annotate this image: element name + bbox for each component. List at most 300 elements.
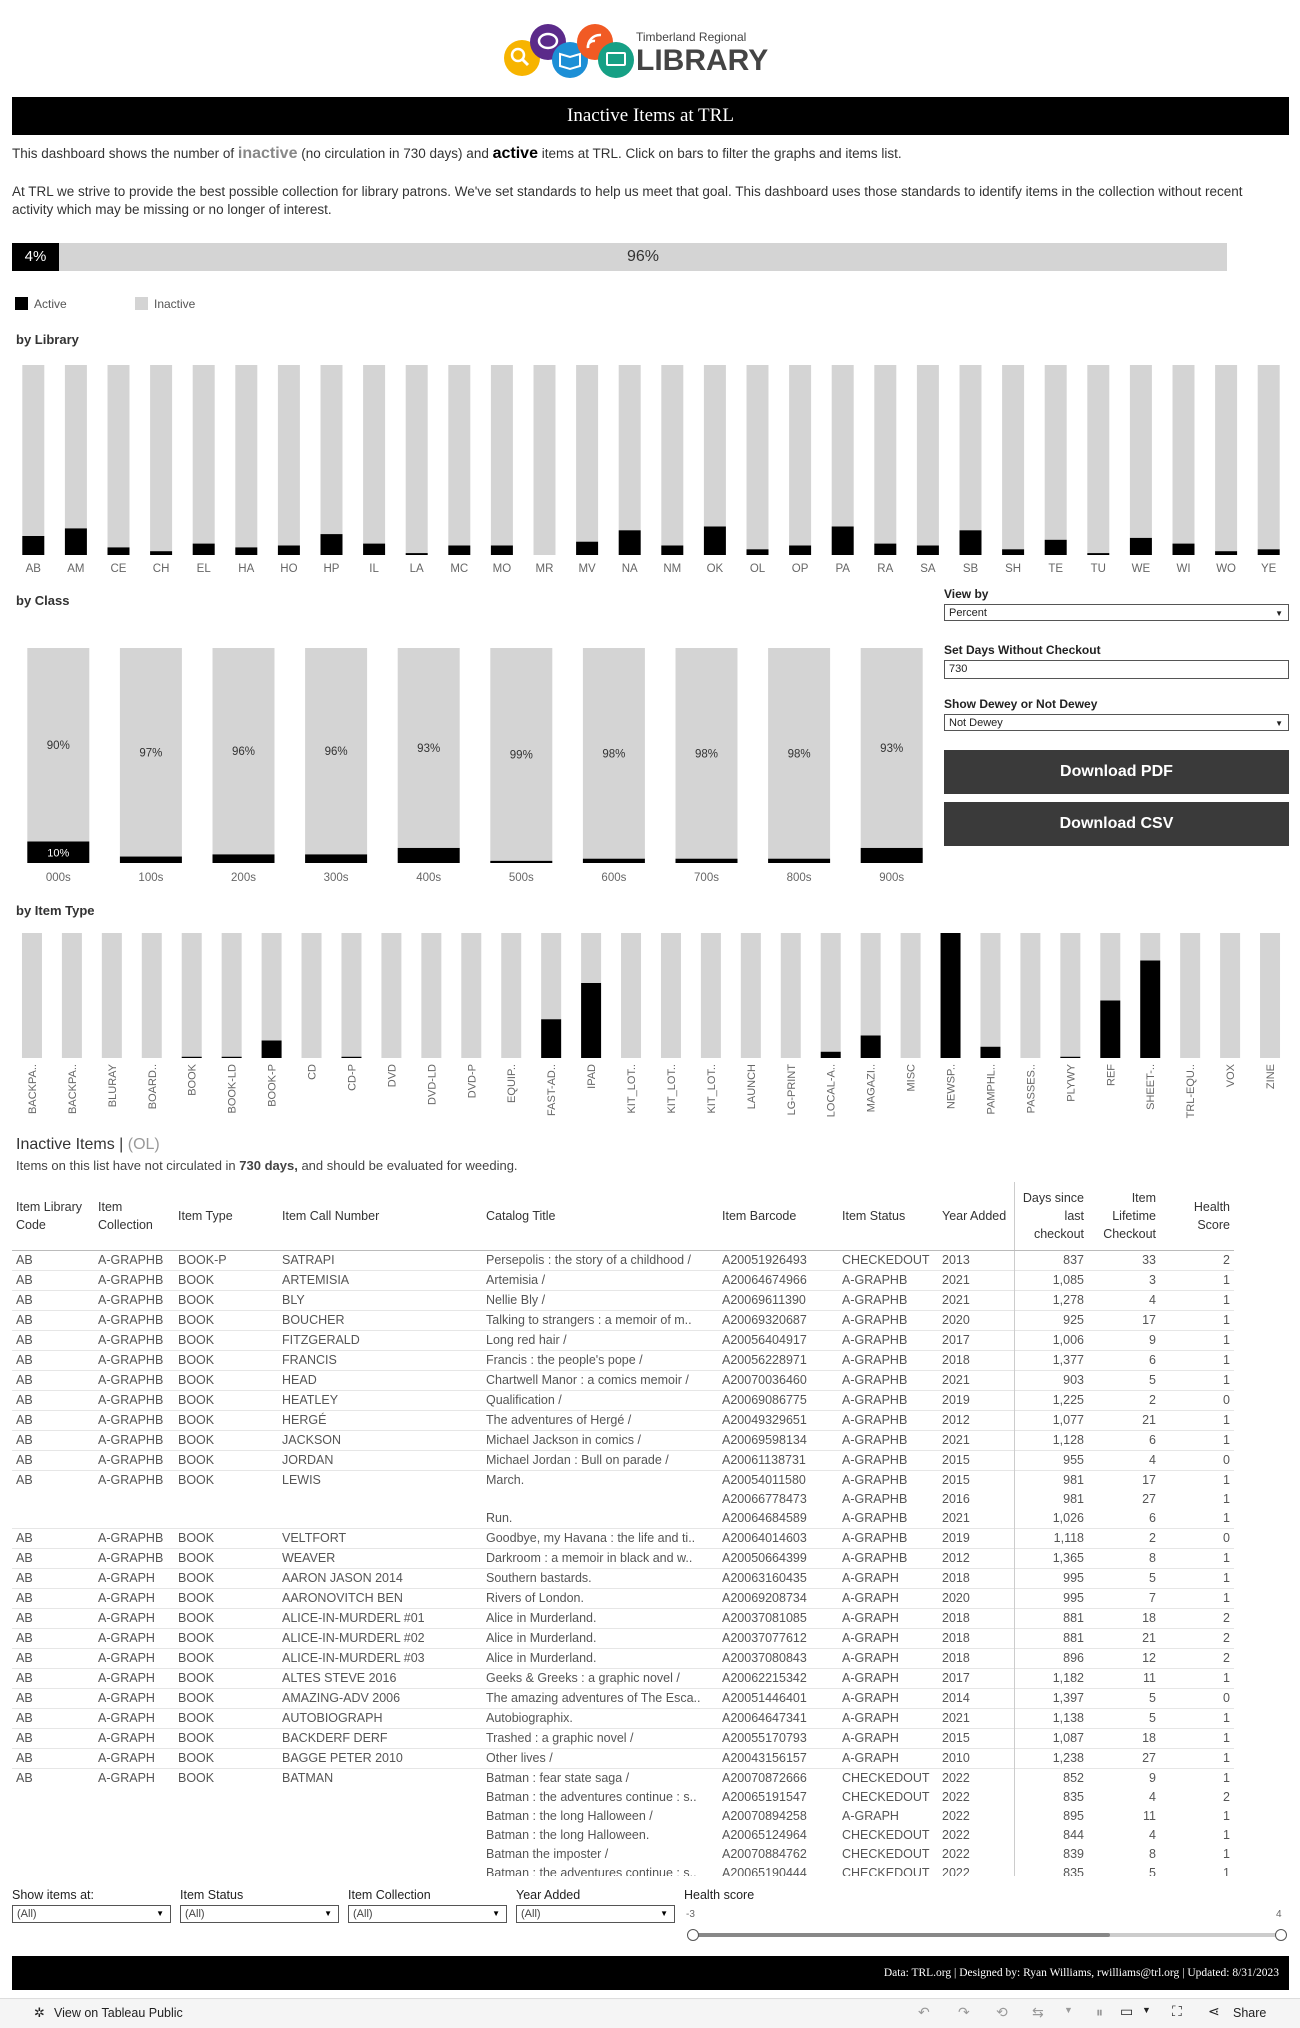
legend-inactive-label: Inactive: [154, 297, 196, 311]
view-on-tableau-link[interactable]: View on Tableau Public: [54, 2006, 183, 2020]
bar-active-PAMPHL..[interactable]: [980, 1047, 1000, 1058]
bar-inactive-SHEET-..[interactable]: [1140, 933, 1160, 961]
column-header[interactable]: Health Score: [1160, 1182, 1234, 1251]
table-cell: A20061138731: [718, 1451, 838, 1471]
bar-inactive-PA[interactable]: [832, 365, 854, 527]
bar-inactive-EL[interactable]: [193, 365, 215, 544]
table-row[interactable]: [12, 1451, 1234, 1471]
chevron-down-icon: ▼: [492, 1909, 500, 1918]
table-row[interactable]: [12, 1729, 1234, 1749]
table-row[interactable]: [12, 1391, 1234, 1411]
bar-active-NA[interactable]: [619, 530, 641, 555]
tick-label-MISC: MISC: [905, 1064, 918, 1092]
bar-active-WE[interactable]: [1130, 538, 1152, 555]
bar-inactive-KIT_LOT..[interactable]: [621, 933, 641, 1058]
bar-inactive-DVD-LD[interactable]: [421, 933, 441, 1058]
tick-label-AB: AB: [25, 563, 41, 575]
bar-inactive-VOX[interactable]: [1220, 933, 1240, 1058]
table-row[interactable]: [12, 1490, 1234, 1509]
table-cell: 17: [1088, 1471, 1160, 1491]
table-cell: A20070872666: [718, 1769, 838, 1789]
bar-active-HA[interactable]: [235, 547, 257, 555]
table-cell: [174, 1490, 278, 1509]
table-row[interactable]: [12, 1864, 1234, 1876]
bar-inactive-WO[interactable]: [1215, 365, 1237, 551]
bar-inactive-SH[interactable]: [1002, 365, 1024, 549]
table-cell: 5: [1088, 1371, 1160, 1391]
revert-icon[interactable]: ⟲: [996, 2004, 1008, 2020]
table-cell: Francis : the people's pope /: [482, 1351, 718, 1371]
table-cell: 17: [1088, 1311, 1160, 1331]
bar-active-AM[interactable]: [65, 528, 87, 555]
tick-label-EQUIP..: EQUIP..: [506, 1064, 519, 1103]
redo-icon[interactable]: ↷: [958, 2004, 970, 2020]
view-by-select[interactable]: Percent ▼: [944, 604, 1289, 621]
table-row[interactable]: [12, 1291, 1234, 1311]
table-cell: [278, 1807, 482, 1826]
table-cell: CHECKEDOUT: [842, 1847, 930, 1861]
table-cell: A-GRAPHB: [94, 1331, 174, 1351]
bar-inactive-CD-P[interactable]: [341, 933, 361, 1057]
bar-inactive-BOOK-LD[interactable]: [222, 933, 242, 1057]
bar-active-NEWSP..[interactable]: [941, 933, 961, 1058]
bar-active-LA[interactable]: [406, 553, 428, 555]
bar-active-BOOK-LD[interactable]: [222, 1057, 242, 1058]
health-slider-track[interactable]: [692, 1933, 1282, 1937]
table-cell: Alice in Murderland.: [482, 1649, 718, 1669]
table-cell: 2017: [938, 1331, 1014, 1351]
bar-inactive-NM[interactable]: [661, 365, 683, 546]
refresh-icon[interactable]: ⇆: [1032, 2004, 1044, 2020]
bar-active-OP[interactable]: [789, 546, 811, 556]
bar-active-IL[interactable]: [363, 544, 385, 555]
table-cell: AB: [12, 1391, 94, 1411]
bar-inactive-NA[interactable]: [619, 365, 641, 530]
table-cell: 12: [1088, 1649, 1160, 1669]
bar-active-400s[interactable]: [398, 848, 460, 863]
table-cell: 2018: [938, 1609, 1014, 1629]
chevron-down-icon[interactable]: ▼: [1142, 2005, 1151, 2015]
table-cell: A-GRAPHB: [94, 1451, 174, 1471]
table-cell: The amazing adventures of The Esca..: [482, 1689, 718, 1709]
table-row[interactable]: [12, 1629, 1234, 1649]
table-cell: LEWIS: [278, 1471, 482, 1491]
bar-inactive-HA[interactable]: [235, 365, 257, 547]
bar-active-PLYWY[interactable]: [1060, 1057, 1080, 1058]
table-cell: AB: [12, 1251, 94, 1271]
bar-active-WI[interactable]: [1173, 544, 1195, 555]
table-row[interactable]: [12, 1371, 1234, 1391]
bar-inactive-PLYWY[interactable]: [1060, 933, 1080, 1057]
bar-active-100s[interactable]: [120, 857, 182, 863]
table-cell: AARON JASON 2014: [278, 1569, 482, 1589]
table-cell: A-GRAPHB: [838, 1529, 938, 1549]
tick-label-CD: CD: [306, 1064, 319, 1080]
table-cell: A-GRAPHB: [838, 1371, 938, 1391]
table-cell: BOOK: [174, 1371, 278, 1391]
table-cell: BOOK: [174, 1589, 278, 1609]
table-cell: 2020: [938, 1311, 1014, 1331]
share-icon[interactable]: ⋖: [1208, 2003, 1220, 2019]
table-cell: 2015: [938, 1471, 1014, 1491]
bar-inactive-CD[interactable]: [302, 933, 322, 1058]
chevron-down-icon: ▼: [1275, 719, 1283, 728]
column-header[interactable]: Days since last checkout: [1014, 1182, 1088, 1251]
bar-inactive-KIT_LOT..[interactable]: [701, 933, 721, 1058]
table-cell: 18: [1088, 1609, 1160, 1629]
bar-inactive-LG-PRINT[interactable]: [781, 933, 801, 1058]
bar-inactive-MC[interactable]: [448, 365, 470, 546]
bar-active-RA[interactable]: [874, 544, 896, 555]
bar-inactive-MO[interactable]: [491, 365, 513, 546]
tick-label-OL: OL: [749, 563, 766, 575]
tick-label-OK: OK: [706, 563, 724, 575]
table-cell: 844: [1014, 1826, 1088, 1845]
column-header[interactable]: Item Type: [174, 1182, 278, 1251]
bar-inactive-MV[interactable]: [576, 365, 598, 542]
download-pdf-button[interactable]: Download PDF: [944, 750, 1289, 794]
bar-active-PA[interactable]: [832, 527, 854, 556]
bar-inactive-BACKPA..[interactable]: [62, 933, 82, 1058]
item-collection-select[interactable]: (All) ▼: [348, 1905, 507, 1923]
dewey-select[interactable]: Not Dewey ▼: [944, 714, 1289, 731]
chevron-down-icon[interactable]: ▼: [1064, 2005, 1073, 2015]
bar-inactive-ZINE[interactable]: [1260, 933, 1280, 1058]
tick-label-OP: OP: [791, 563, 809, 575]
bar-active-800s[interactable]: [768, 859, 830, 863]
bar-inactive-TE[interactable]: [1045, 365, 1067, 540]
table-cell: A20064684589: [722, 1511, 807, 1525]
bar-active-NM[interactable]: [661, 546, 683, 556]
bar-active-OL[interactable]: [747, 549, 769, 555]
bar-active-MC[interactable]: [448, 546, 470, 556]
bar-active-YE[interactable]: [1258, 549, 1280, 555]
tick-label-PASSES..: PASSES..: [1025, 1064, 1038, 1114]
bar-inactive-LOCAL-A..[interactable]: [821, 933, 841, 1052]
table-cell: Nellie Bly /: [482, 1291, 718, 1311]
summary-inactive-bar[interactable]: 96%: [59, 243, 1227, 271]
item-collection-label: Item Collection: [348, 1888, 431, 1902]
table-cell: 1,118: [1014, 1529, 1088, 1549]
table-cell: [278, 1490, 482, 1509]
table-row[interactable]: [12, 1589, 1234, 1609]
table-cell: A-GRAPHB: [838, 1471, 938, 1491]
tick-label-BACKPA..: BACKPA..: [66, 1064, 79, 1114]
bar-active-SHEET-..[interactable]: [1140, 961, 1160, 1059]
bar-active-EL[interactable]: [193, 544, 215, 555]
table-cell: BOOK: [174, 1391, 278, 1411]
column-header[interactable]: Item Lifetime Checkout: [1088, 1182, 1160, 1251]
column-header[interactable]: Item Collection: [94, 1182, 174, 1251]
column-header[interactable]: Catalog Title: [482, 1182, 718, 1251]
table-cell: A-GRAPHB: [94, 1351, 174, 1371]
table-row[interactable]: [12, 1411, 1234, 1431]
table-cell: [94, 1826, 174, 1845]
bar-active-900s[interactable]: [861, 848, 923, 863]
tick-label-500s: 500s: [508, 872, 534, 884]
table-cell: A20069611390: [718, 1291, 838, 1311]
table-cell: The adventures of Hergé /: [482, 1411, 718, 1431]
table-cell: A-GRAPHB: [842, 1511, 908, 1525]
table-cell: 1,128: [1014, 1431, 1088, 1451]
column-header[interactable]: Item Status: [838, 1182, 938, 1251]
table-cell: A-GRAPHB: [838, 1411, 938, 1431]
bar-inactive-WE[interactable]: [1130, 365, 1152, 538]
bar-active-OK[interactable]: [704, 527, 726, 556]
table-row[interactable]: [12, 1431, 1234, 1451]
table-cell: A-GRAPH: [94, 1669, 174, 1689]
table-cell: A-GRAPH: [94, 1729, 174, 1749]
health-score-label: Health score: [684, 1888, 755, 1902]
tick-label-KIT_LOT..: KIT_LOT..: [626, 1064, 639, 1114]
bar-active-CD-P[interactable]: [341, 1057, 361, 1058]
table-cell: 1: [1160, 1569, 1234, 1589]
bar-active-AB[interactable]: [22, 536, 44, 555]
table-cell: AB: [12, 1709, 94, 1729]
table-cell: 1: [1160, 1331, 1234, 1351]
table-cell: A20065191547: [722, 1790, 807, 1804]
bar-active-WO[interactable]: [1215, 551, 1237, 555]
bar-inactive-REF[interactable]: [1100, 933, 1120, 1001]
table-cell: 18: [1088, 1729, 1160, 1749]
bar-inactive-OL[interactable]: [747, 365, 769, 549]
chevron-down-icon: ▼: [1275, 609, 1283, 618]
bar-inactive-DVD[interactable]: [381, 933, 401, 1058]
bar-active-SB[interactable]: [960, 530, 982, 555]
table-cell: BOOK-P: [174, 1251, 278, 1271]
tick-label-600s: 600s: [601, 872, 627, 884]
bar-inactive-AB[interactable]: [22, 365, 44, 536]
table-row[interactable]: [12, 1689, 1234, 1709]
table-cell: BAGGE PETER 2010: [278, 1749, 482, 1769]
table-cell: CHECKEDOUT: [842, 1790, 930, 1804]
table-row[interactable]: [12, 1271, 1234, 1291]
bar-inactive-MR[interactable]: [534, 365, 556, 555]
year-added-select[interactable]: (All) ▼: [516, 1905, 675, 1923]
bar-active-MAGAZI..[interactable]: [861, 1036, 881, 1059]
bar-active-BOOK-P[interactable]: [262, 1041, 282, 1059]
table-cell: A-GRAPH: [94, 1769, 174, 1789]
table-row[interactable]: [12, 1331, 1234, 1351]
bar-inactive-IL[interactable]: [363, 365, 385, 544]
bar-inactive-YE[interactable]: [1258, 365, 1280, 549]
table-cell: Batman : the adventures continue : s..: [486, 1866, 697, 1876]
table-cell: 2: [1088, 1529, 1160, 1549]
tick-label-CE: CE: [110, 563, 127, 575]
fullscreen-icon[interactable]: ⛶: [1172, 2003, 1182, 2019]
tick-label-BOOK-LD: BOOK-LD: [226, 1064, 239, 1114]
bar-inactive-HO[interactable]: [278, 365, 300, 546]
table-row[interactable]: [12, 1845, 1234, 1864]
table-cell: AB: [12, 1609, 94, 1629]
bar-inactive-IPAD[interactable]: [581, 933, 601, 983]
bar-active-IPAD[interactable]: [581, 983, 601, 1058]
bar-inactive-OK[interactable]: [704, 365, 726, 527]
bar-active-LOCAL-A..[interactable]: [821, 1052, 841, 1058]
table-cell: BOOK: [174, 1291, 278, 1311]
table-cell: AB: [12, 1589, 94, 1609]
table-cell: A-GRAPH: [838, 1629, 938, 1649]
tick-label-HP: HP: [323, 563, 340, 575]
bar-inactive-BACKPA..[interactable]: [22, 933, 42, 1058]
table-cell: 1: [1223, 1847, 1230, 1861]
table-cell: BOOK: [174, 1549, 278, 1569]
bar-inactive-SA[interactable]: [917, 365, 939, 546]
bar-active-HO[interactable]: [278, 546, 300, 556]
table-cell: ALICE-IN-MURDERL #03: [278, 1649, 482, 1669]
table-row[interactable]: [12, 1509, 1234, 1529]
bar-inactive-MISC[interactable]: [901, 933, 921, 1058]
bar-inactive-LAUNCH[interactable]: [741, 933, 761, 1058]
table-row[interactable]: [12, 1569, 1234, 1589]
column-header[interactable]: Item Barcode: [718, 1182, 838, 1251]
table-row[interactable]: [12, 1609, 1234, 1629]
tick-label-100s: 100s: [138, 872, 164, 884]
bar-inactive-SB[interactable]: [960, 365, 982, 530]
bar-inactive-EQUIP..[interactable]: [501, 933, 521, 1058]
column-header[interactable]: Item Call Number: [278, 1182, 482, 1251]
bar-inactive-AM[interactable]: [65, 365, 87, 528]
tick-label-IPAD: IPAD: [586, 1064, 599, 1089]
table-row[interactable]: [12, 1251, 1234, 1271]
tick-label-000s: 000s: [45, 872, 71, 884]
bar-active-SA[interactable]: [917, 546, 939, 556]
bar-active-TE[interactable]: [1045, 540, 1067, 555]
table-row[interactable]: [12, 1549, 1234, 1569]
table-cell: 837: [1014, 1251, 1088, 1271]
bar-inactive-MAGAZI..[interactable]: [861, 933, 881, 1036]
bar-inactive-LA[interactable]: [406, 365, 428, 553]
summary-active-bar[interactable]: 4%: [12, 243, 59, 271]
days-input[interactable]: 730: [944, 660, 1289, 679]
table-row[interactable]: [12, 1749, 1234, 1769]
table-cell: BOOK: [174, 1669, 278, 1689]
column-header[interactable]: Item Library Code: [12, 1182, 94, 1251]
health-slider-max-handle[interactable]: [1275, 1929, 1287, 1941]
table-cell: 1: [1160, 1411, 1234, 1431]
table-cell: 2021: [938, 1271, 1014, 1291]
bar-inactive-RA[interactable]: [874, 365, 896, 544]
table-row[interactable]: [12, 1649, 1234, 1669]
table-cell: [94, 1864, 174, 1876]
undo-icon[interactable]: ↶: [918, 2004, 930, 2020]
inactive-keyword: inactive: [237, 145, 298, 162]
bar-active-MO[interactable]: [491, 546, 513, 556]
table-cell: [278, 1788, 482, 1807]
download-csv-button[interactable]: Download CSV: [944, 802, 1289, 846]
pause-icon[interactable]: ⏸: [1096, 2004, 1103, 2020]
bar-active-MV[interactable]: [576, 542, 598, 555]
tick-label-300s: 300s: [323, 872, 349, 884]
bar-inactive-BOOK[interactable]: [182, 933, 202, 1057]
table-cell: 6: [1149, 1511, 1156, 1525]
health-slider-min-handle[interactable]: [687, 1929, 699, 1941]
table-cell: 4: [1149, 1790, 1156, 1804]
bar-active-500s[interactable]: [490, 861, 552, 863]
table-cell: Southern bastards.: [482, 1569, 718, 1589]
table-cell: A20064647341: [718, 1709, 838, 1729]
table-cell: 1: [1160, 1271, 1234, 1291]
table-row[interactable]: [12, 1807, 1234, 1826]
bar-active-300s[interactable]: [305, 854, 367, 863]
table-cell: 9: [1088, 1769, 1160, 1789]
inactive-items-table[interactable]: [12, 1182, 1234, 1876]
table-cell: 895: [1014, 1807, 1088, 1826]
table-cell: A-GRAPH: [838, 1649, 938, 1669]
bar-active-CE[interactable]: [108, 547, 130, 555]
bar-inactive-OP[interactable]: [789, 365, 811, 546]
data-label-active-000s: 10%: [47, 847, 70, 860]
by-class-chart: [12, 640, 932, 890]
bar-active-REF[interactable]: [1100, 1001, 1120, 1059]
bar-active-HP[interactable]: [321, 534, 343, 555]
bar-inactive-TRL-EQU..[interactable]: [1180, 933, 1200, 1058]
table-row[interactable]: [12, 1669, 1234, 1689]
table-cell: 6: [1088, 1351, 1160, 1371]
table-row[interactable]: [12, 1471, 1234, 1491]
bar-inactive-BOOK-P[interactable]: [262, 933, 282, 1041]
bar-active-TU[interactable]: [1087, 553, 1109, 555]
share-button[interactable]: Share: [1233, 2006, 1267, 2020]
table-row[interactable]: [12, 1351, 1234, 1371]
table-row[interactable]: [12, 1529, 1234, 1549]
table-row[interactable]: [12, 1709, 1234, 1729]
table-row[interactable]: [12, 1311, 1234, 1331]
bar-inactive-CE[interactable]: [108, 365, 130, 547]
bar-inactive-FAST-AD..[interactable]: [541, 933, 561, 1019]
table-cell: March.: [482, 1471, 718, 1491]
show-items-select[interactable]: (All) ▼: [12, 1905, 171, 1923]
tick-label-LAUNCH: LAUNCH: [745, 1064, 758, 1110]
table-row[interactable]: [12, 1826, 1234, 1845]
bar-inactive-HP[interactable]: [321, 365, 343, 534]
bar-active-700s[interactable]: [676, 859, 738, 863]
bar-inactive-PAMPHL..[interactable]: [980, 933, 1000, 1047]
bar-inactive-KIT_LOT..[interactable]: [661, 933, 681, 1058]
table-cell: BOOK: [174, 1609, 278, 1629]
table-row[interactable]: [12, 1788, 1234, 1807]
bar-active-200s[interactable]: [213, 854, 275, 863]
table-cell: CHECKEDOUT: [838, 1769, 938, 1789]
bar-inactive-PASSES..[interactable]: [1020, 933, 1040, 1058]
bar-inactive-DVD-P[interactable]: [461, 933, 481, 1058]
table-cell: A20043156157: [718, 1749, 838, 1769]
bar-active-FAST-AD..[interactable]: [541, 1019, 561, 1058]
bar-active-BOOK[interactable]: [182, 1057, 202, 1058]
table-cell: 21: [1088, 1411, 1160, 1431]
column-header[interactable]: Year Added: [938, 1182, 1014, 1251]
inactive-items-note: Items on this list have not circulated in 730 days, and should be evaluated for weeding.: [16, 1158, 518, 1173]
table-cell: 995: [1014, 1569, 1088, 1589]
table-row[interactable]: [12, 1769, 1234, 1789]
tick-label-MAGAZI..: MAGAZI..: [865, 1064, 878, 1113]
table-cell: [94, 1490, 174, 1509]
bar-inactive-BOARD..[interactable]: [142, 933, 162, 1058]
bar-inactive-TU[interactable]: [1087, 365, 1109, 553]
tick-label-EL: EL: [196, 563, 211, 575]
bar-active-600s[interactable]: [583, 859, 645, 863]
table-cell: [12, 1509, 94, 1529]
bar-active-SH[interactable]: [1002, 549, 1024, 555]
bar-inactive-CH[interactable]: [150, 365, 172, 551]
bar-inactive-BLURAY[interactable]: [102, 933, 122, 1058]
section-title-by-item-type: by Item Type: [16, 903, 95, 918]
bar-inactive-WI[interactable]: [1173, 365, 1195, 544]
device-icon[interactable]: ▭: [1120, 2003, 1134, 2019]
item-status-select[interactable]: (All) ▼: [180, 1905, 339, 1923]
table-cell: 11: [1143, 1809, 1156, 1823]
bar-active-CH[interactable]: [150, 551, 172, 555]
